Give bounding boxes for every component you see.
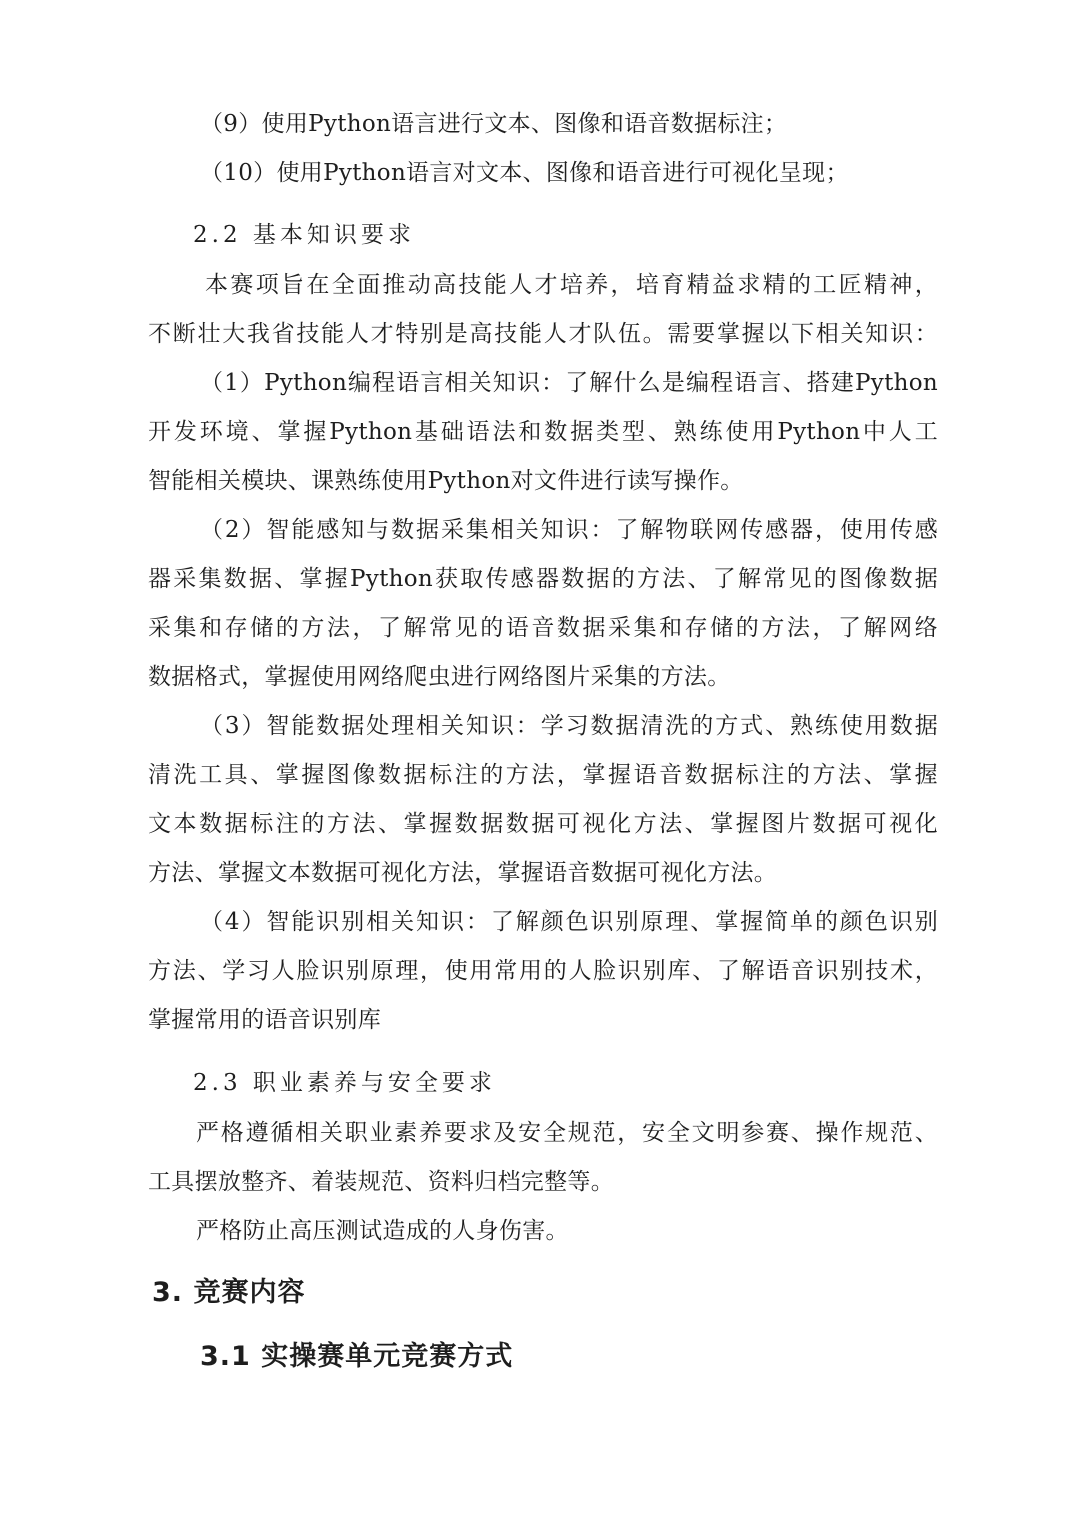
knowledge-item-1-line: （1）Python编程语言相关知识：了解什么是编程语言、搭建Python <box>200 370 938 396</box>
section-heading-2-3: 2.3 职业素养与安全要求 <box>193 1070 496 1096</box>
knowledge-item-3-line: （3）智能数据处理相关知识：学习数据清洗的方式、熟练使用数据 <box>200 713 938 739</box>
knowledge-item-4-line: 方法、学习人脸识别原理，使用常用的人脸识别库、了解语音识别技术， <box>148 958 938 984</box>
knowledge-item-1-line: 智能相关模块、课熟练使用Python对文件进行读写操作。 <box>148 468 744 494</box>
paragraph-line: 严格防止高压测试造成的人身伤害。 <box>196 1218 569 1244</box>
section-heading-3-1: 3.1 实操赛单元竞赛方式 <box>200 1341 514 1372</box>
knowledge-item-2-line: （2）智能感知与数据采集相关知识：了解物联网传感器，使用传感 <box>200 517 938 543</box>
knowledge-item-4-line: 掌握常用的语音识别库 <box>148 1007 381 1033</box>
knowledge-item-2-line: 数据格式，掌握使用网络爬虫进行网络图片采集的方法。 <box>148 664 731 690</box>
knowledge-item-1-line: 开发环境、掌握Python基础语法和数据类型、熟练使用Python中人工 <box>148 419 938 445</box>
paragraph-line: 不断壮大我省技能人才特别是高技能人才队伍。需要掌握以下相关知识： <box>148 321 938 347</box>
paragraph-line: 工具摆放整齐、着装规范、资料归档完整等。 <box>148 1169 614 1195</box>
paragraph-line: 本赛项旨在全面推动高技能人才培养，培育精益求精的工匠精神， <box>205 272 938 298</box>
list-item-9: （9）使用Python语言进行文本、图像和语音数据标注； <box>200 111 788 137</box>
knowledge-item-3-line: 文本数据标注的方法、掌握数据数据可视化方法、掌握图片数据可视化 <box>148 811 938 837</box>
chapter-heading-3: 3. 竞赛内容 <box>152 1277 306 1308</box>
section-heading-2-2: 2.2 基本知识要求 <box>193 222 415 248</box>
knowledge-item-2-line: 采集和存储的方法，了解常见的语音数据采集和存储的方法，了解网络 <box>148 615 938 641</box>
knowledge-item-3-line: 方法、掌握文本数据可视化方法，掌握语音数据可视化方法。 <box>148 860 778 886</box>
paragraph-line: 严格遵循相关职业素养要求及安全规范，安全文明参赛、操作规范、 <box>196 1120 938 1146</box>
knowledge-item-3-line: 清洗工具、掌握图像数据标注的方法，掌握语音数据标注的方法、掌握 <box>148 762 938 788</box>
list-item-10: （10）使用Python语言对文本、图像和语音进行可视化呈现； <box>200 160 849 186</box>
knowledge-item-4-line: （4）智能识别相关知识：了解颜色识别原理、掌握简单的颜色识别 <box>200 909 938 935</box>
knowledge-item-2-line: 器采集数据、掌握Python获取传感器数据的方法、了解常见的图像数据 <box>148 566 938 592</box>
